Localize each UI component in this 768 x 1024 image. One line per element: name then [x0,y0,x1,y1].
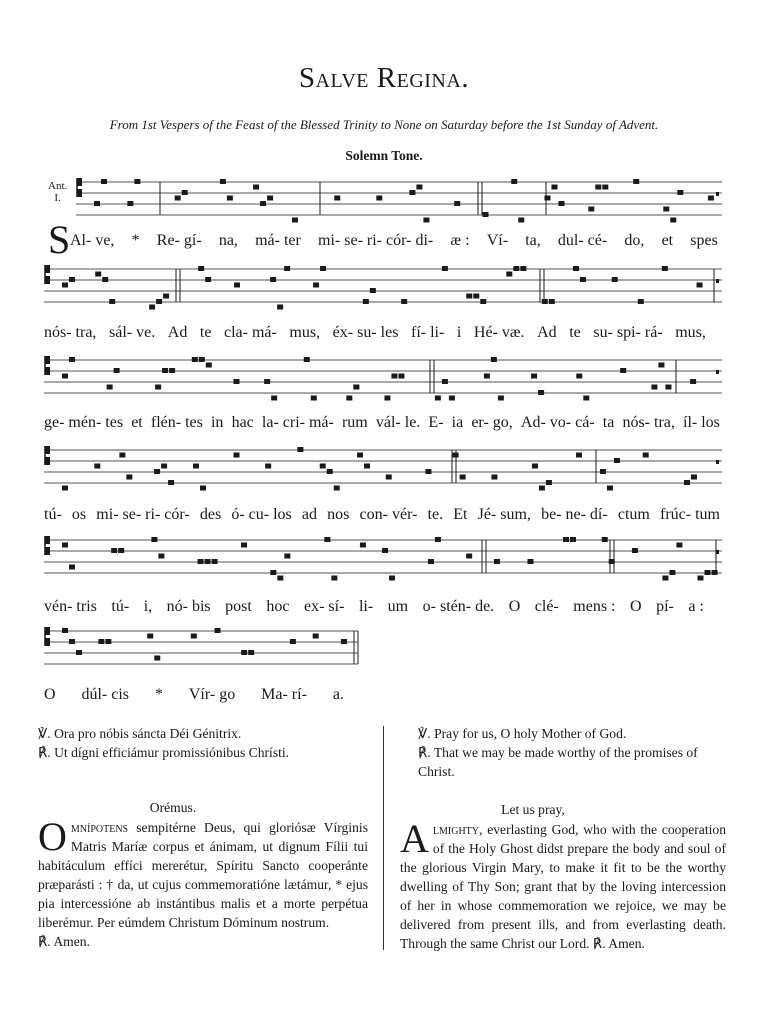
mode-number: I. [54,192,61,204]
page-title: Salve Regina. [298,62,470,94]
latin-column [38,724,368,954]
neume-note [191,634,197,639]
neume-note [76,650,82,655]
ant-label-text: Ant. [48,180,68,192]
neume-note [95,272,101,277]
neume-note [676,543,682,548]
neume-note [94,464,100,469]
lyric-syllable: mens : [573,598,616,615]
english-drop-cap: A [400,816,429,861]
neume-note [154,656,160,661]
latin-response: ℟. Ut dígni efficiámur promissiónibus Chrísti. [38,745,290,760]
neume-note [409,190,415,195]
neume-note [480,299,486,304]
neume-note [69,639,75,644]
lyric-syllable: Ví- [486,232,509,249]
lyric-syllable: i [456,324,462,341]
lyric-line [70,232,718,250]
neume-note [206,363,212,368]
neume-note [284,554,290,559]
neume-note [428,559,434,564]
neume-note [542,299,548,304]
lyric-syllable: do, [624,232,645,249]
neume-note [220,179,226,184]
neume-note [384,396,390,401]
latin-prayer-body [38,814,368,951]
neume-note [114,368,120,373]
lyric-syllable: Hé- væ. [473,324,525,341]
neume-note [292,218,298,223]
neume-note [662,266,668,271]
neume-note [205,277,211,282]
neume-note [277,576,283,581]
lyric-syllable: a. [332,686,344,703]
lyric-syllable: hoc [266,598,290,615]
neume-note [198,266,204,271]
lyric-syllable: i, [143,598,153,615]
lyric-syllable: mus, [675,324,706,341]
neume-note [677,190,683,195]
neume-note [658,363,664,368]
neume-note [175,196,181,201]
neume-note [168,480,174,485]
neume-note [651,385,657,390]
neume-note [234,453,240,458]
neume-note [62,283,68,288]
neume-note [662,576,668,581]
english-prayer-text: everlasting God, who with the cooperation of the Holy Ghost didst prepare the body and soul of the glorious Virgin Mary, to make it fit to be the worthy dwelling of Thy Son; grant that by the loving intercession of her in whose commemoration we rejoice, we may be delivered from present ills, and from everlasting death. Through the same Christ our Lord. ℟. Amen. [400,822,726,951]
english-prayer-body [400,816,726,953]
neume-note [697,576,703,581]
neume-note [612,277,618,282]
neume-note [162,368,168,373]
neume-note [192,357,198,362]
lyric-syllable: o- stén- de. [422,598,495,615]
neume-note [382,548,388,553]
latin-drop-cap: O [38,814,67,859]
neume-note [435,396,441,401]
neume-note [580,277,586,282]
neume-note [511,179,517,184]
neume-note [327,469,333,474]
lyric-syllable: * [131,232,140,249]
english-first-word: lmighty, [432,822,483,837]
neume-note [491,357,497,362]
neume-note [94,201,100,206]
custos [716,279,719,283]
neume-note [98,639,104,644]
neume-note [334,196,340,201]
neume-note [602,537,608,542]
lyric-syllable: ad [301,506,318,523]
lyric-syllable: su- spi- rá- [593,324,663,341]
neume-note [498,396,504,401]
neume-note [107,385,113,390]
neume-note [341,639,347,644]
neume-note [466,294,472,299]
lyric-syllable: Ad- vo- cá- [520,414,595,431]
neume-note [576,453,582,458]
neume-note [602,185,608,190]
neume-note [570,537,576,542]
neume-note [158,554,164,559]
neume-note [558,201,564,206]
neume-note [600,469,606,474]
neume-note [127,201,133,206]
neume-note [109,299,115,304]
neume-note [267,196,273,201]
neume-note [265,464,271,469]
neume-note [304,357,310,362]
neume-note [212,559,218,564]
initial-letter: S [48,217,71,262]
neume-note [69,565,75,570]
lyric-syllable: clé- [534,598,559,615]
lyric-syllable: vén- tris [44,598,97,615]
neume-note [270,277,276,282]
lyric-syllable: ctum [617,506,650,523]
lyric-syllable: Jé- sum, [477,506,531,523]
neume-note [134,179,140,184]
lyric-syllable: um [387,598,409,615]
neume-note [151,537,157,542]
neume-note [284,266,290,271]
english-column [400,724,726,954]
neume-note [119,453,125,458]
neume-note [102,277,108,282]
neume-note [370,288,376,293]
latin-first-word: mnípotens [70,820,129,835]
neume-note [193,464,199,469]
lyric-line [44,414,720,432]
lyric-syllable: mi- se- ri- cór- [96,506,190,523]
lyric-syllable: Ad [537,324,557,341]
neume-note [357,453,363,458]
neume-note [324,537,330,542]
neume-note [460,475,466,480]
lyric-syllable: la- cri- má- [261,414,334,431]
neume-note [155,385,161,390]
neume-note [663,207,669,212]
neume-note [389,576,395,581]
lyric-syllable: tú- [111,598,130,615]
neume-note [416,185,422,190]
neume-note [494,559,500,564]
neume-note [704,570,710,575]
neume-note [532,464,538,469]
neume-note [149,305,155,310]
neume-note [491,475,497,480]
neume-note [331,576,337,581]
neume-note [227,196,233,201]
neume-note [690,379,696,384]
lyric-syllable: te. [427,506,444,523]
lyric-syllable: dul- cé- [557,232,608,249]
lyric-syllable: cla- má- [224,324,277,341]
neume-note [633,179,639,184]
lyric-syllable: na, [218,232,238,249]
neume-note [546,480,552,485]
neume-note [241,543,247,548]
neume-note [513,266,519,271]
rubric-subtitle: From 1st Vespers of the Feast of the Blessed Trinity to None on Saturday before the 1st Sunday of Advent. [109,117,659,132]
neume-note [549,299,555,304]
neume-note [62,486,68,491]
neume-note [607,486,613,491]
lyric-line [44,598,704,616]
lyric-syllable: ex- sí- [303,598,345,615]
neume-note [363,299,369,304]
neume-note [563,537,569,542]
neume-note [614,458,620,463]
neume-note [484,374,490,379]
lyric-syllable: ó- cu- los [231,506,292,523]
neume-note [544,196,550,201]
lyric-syllable: O [44,686,56,703]
lyric-syllable: nós- tra, [44,324,97,341]
neume-note [665,385,671,390]
neume-note [551,185,557,190]
neume-note [583,396,589,401]
neume-note [271,396,277,401]
lyric-syllable: éx- su- les [332,324,399,341]
neume-note [320,266,326,271]
neume-note [118,548,124,553]
neume-note [182,190,188,195]
lyric-syllable: frúc- tum [659,506,720,523]
neume-note [691,475,697,480]
lyric-syllable: et [131,414,143,431]
column-divider [383,726,384,950]
lyric-syllable: ia [451,414,464,431]
neume-note [62,543,68,548]
neume-note [154,469,160,474]
english-response: ℟. That we may be made worthy of the promises of Christ. [418,745,698,779]
neume-note [573,266,579,271]
lyric-syllable: des [199,506,222,523]
lyric-syllable: ta [602,414,615,431]
neume-note [401,299,407,304]
lyric-syllable: et [661,232,674,249]
latin-prayer-text: sempitérne Deus, qui gloriósæ Vírginis Matris Maríæ corpus et ánimam, ut dignum Fílii tui habitáculum effíci mererétur, Spíritu Sancto cooperánte præparásti : † da, ut cujus commemoratióne lætámur, * ejus pia intercessióne ab instántibus malis et a morte perpétua liberémur. Per eúmdem Christum Dóminum nostrum. [38,820,368,930]
neume-note [270,570,276,575]
neume-note [290,639,296,644]
lyric-syllable: flén- tes [150,414,203,431]
lyric-syllable: sál- ve. [109,324,156,341]
lyric-syllable: con- vér- [359,506,418,523]
neume-note [260,201,266,206]
lyric-syllable: er- go, [471,414,513,431]
lyric-syllable: be- ne- dí- [541,506,608,523]
lyric-syllable: rum [341,414,368,431]
lyric-syllable: nós- tra, [622,414,675,431]
neume-note [360,543,366,548]
lyric-syllable: mi- se- ri- cór- di- [318,232,434,249]
neume-note [101,179,107,184]
latin-versicle: ℣. Ora pro nóbis sáncta Déi Génitrix. [38,726,242,741]
neume-note [442,266,448,271]
lyric-syllable: * [154,686,163,703]
neume-note [518,218,524,223]
lyric-syllable: dúl- cis [81,686,130,703]
neume-note [320,464,326,469]
neume-note [233,379,239,384]
neume-note [376,196,382,201]
lyric-syllable: tú- [44,506,62,523]
neume-note [353,385,359,390]
neume-note [454,201,460,206]
neume-note [643,453,649,458]
lyric-syllable: spes [690,232,718,249]
neume-note [466,554,472,559]
lyric-syllable: te [199,324,212,341]
lyric-syllable: Re- gí- [156,232,202,249]
lyric-syllable: nos [327,506,350,523]
neume-note [234,283,240,288]
lyric-syllable: os [71,506,87,523]
neume-note [449,396,455,401]
neume-note [473,294,479,299]
neume-note [708,196,714,201]
neume-note [126,475,132,480]
lyric-syllable: post [225,598,252,615]
neume-note [595,185,601,190]
lyric-syllable: Al- ve, [70,232,115,249]
lyric-syllable: pí- [656,598,674,615]
lyric-syllable: fí- li- [410,324,445,341]
neume-note [311,396,317,401]
english-prayer-heading: Let us pray, [501,802,565,817]
lyric-syllable: Ad [167,324,188,341]
neume-note [346,396,352,401]
custos [716,370,719,374]
neume-note [163,294,169,299]
lyric-syllable: li- [358,598,374,615]
lyric-syllable: vál- le. [375,414,421,431]
neume-note [215,628,221,633]
lyric-line [44,506,720,524]
lyric-syllable: Ma- rí- [261,686,307,703]
neume-note [391,374,397,379]
lyric-syllable: Et [453,506,468,523]
neume-note [205,559,211,564]
latin-amen: ℟. Amen. [38,934,90,949]
lyric-line [44,324,706,342]
neume-note [435,537,441,542]
neume-note [576,374,582,379]
tone-heading: Solemn Tone. [345,148,423,163]
neume-note [147,634,153,639]
neume-note [199,357,205,362]
lyric-syllable: O [508,598,521,615]
neume-note [531,374,537,379]
neume-note [200,486,206,491]
lyric-syllable: hac [231,414,254,431]
lyric-syllable: a : [688,598,704,615]
lyric-syllable: ta, [525,232,541,249]
neume-note [539,486,545,491]
lyric-syllable: E- [428,414,444,431]
neume-note [398,374,404,379]
neume-note [111,548,117,553]
lyric-syllable: nó- bis [166,598,211,615]
neume-note [538,390,544,395]
neume-note [588,207,594,212]
neume-note [62,628,68,633]
latin-prayer-heading: Orémus. [149,800,197,815]
neume-note [277,305,283,310]
lyric-syllable: mus, [289,324,321,341]
neume-note [161,464,167,469]
lyric-syllable: O [630,598,642,615]
custos [716,460,719,464]
neume-note [297,447,303,452]
neume-note [62,374,68,379]
lyric-syllable: Vír- go [188,686,236,703]
neume-note [482,212,488,217]
neume-note [69,277,75,282]
neume-note [506,272,512,277]
lyric-syllable: má- ter [255,232,301,249]
lyric-syllable: íl- los [683,414,720,431]
neume-note [364,464,370,469]
neume-note [313,634,319,639]
lyric-line [44,686,344,704]
neume-note [697,283,703,288]
neume-note [248,650,254,655]
neume-note [386,475,392,480]
neume-note [423,218,429,223]
lyric-syllable: ge- mén- tes [44,414,124,431]
neume-note [334,486,340,491]
neume-note [253,185,259,190]
neume-note [313,283,319,288]
neume-note [156,299,162,304]
neume-note [684,480,690,485]
neume-note [520,266,526,271]
neume-note [632,548,638,553]
neume-note [620,368,626,373]
neume-note [669,570,675,575]
neume-note [69,357,75,362]
neume-note [264,379,270,384]
english-versicle: ℣. Pray for us, O holy Mother of God. [418,726,627,741]
lyric-syllable: te [569,324,581,341]
neume-note [442,379,448,384]
neume-note [527,559,533,564]
neume-note [105,639,111,644]
custos [716,192,719,196]
neume-note [638,299,644,304]
neume-note [711,570,717,575]
neume-note [169,368,175,373]
lyric-syllable: in [210,414,224,431]
neume-note [425,469,431,474]
neume-note [670,218,676,223]
lyric-syllable: æ : [450,232,470,249]
neume-note [198,559,204,564]
neume-note [241,650,247,655]
